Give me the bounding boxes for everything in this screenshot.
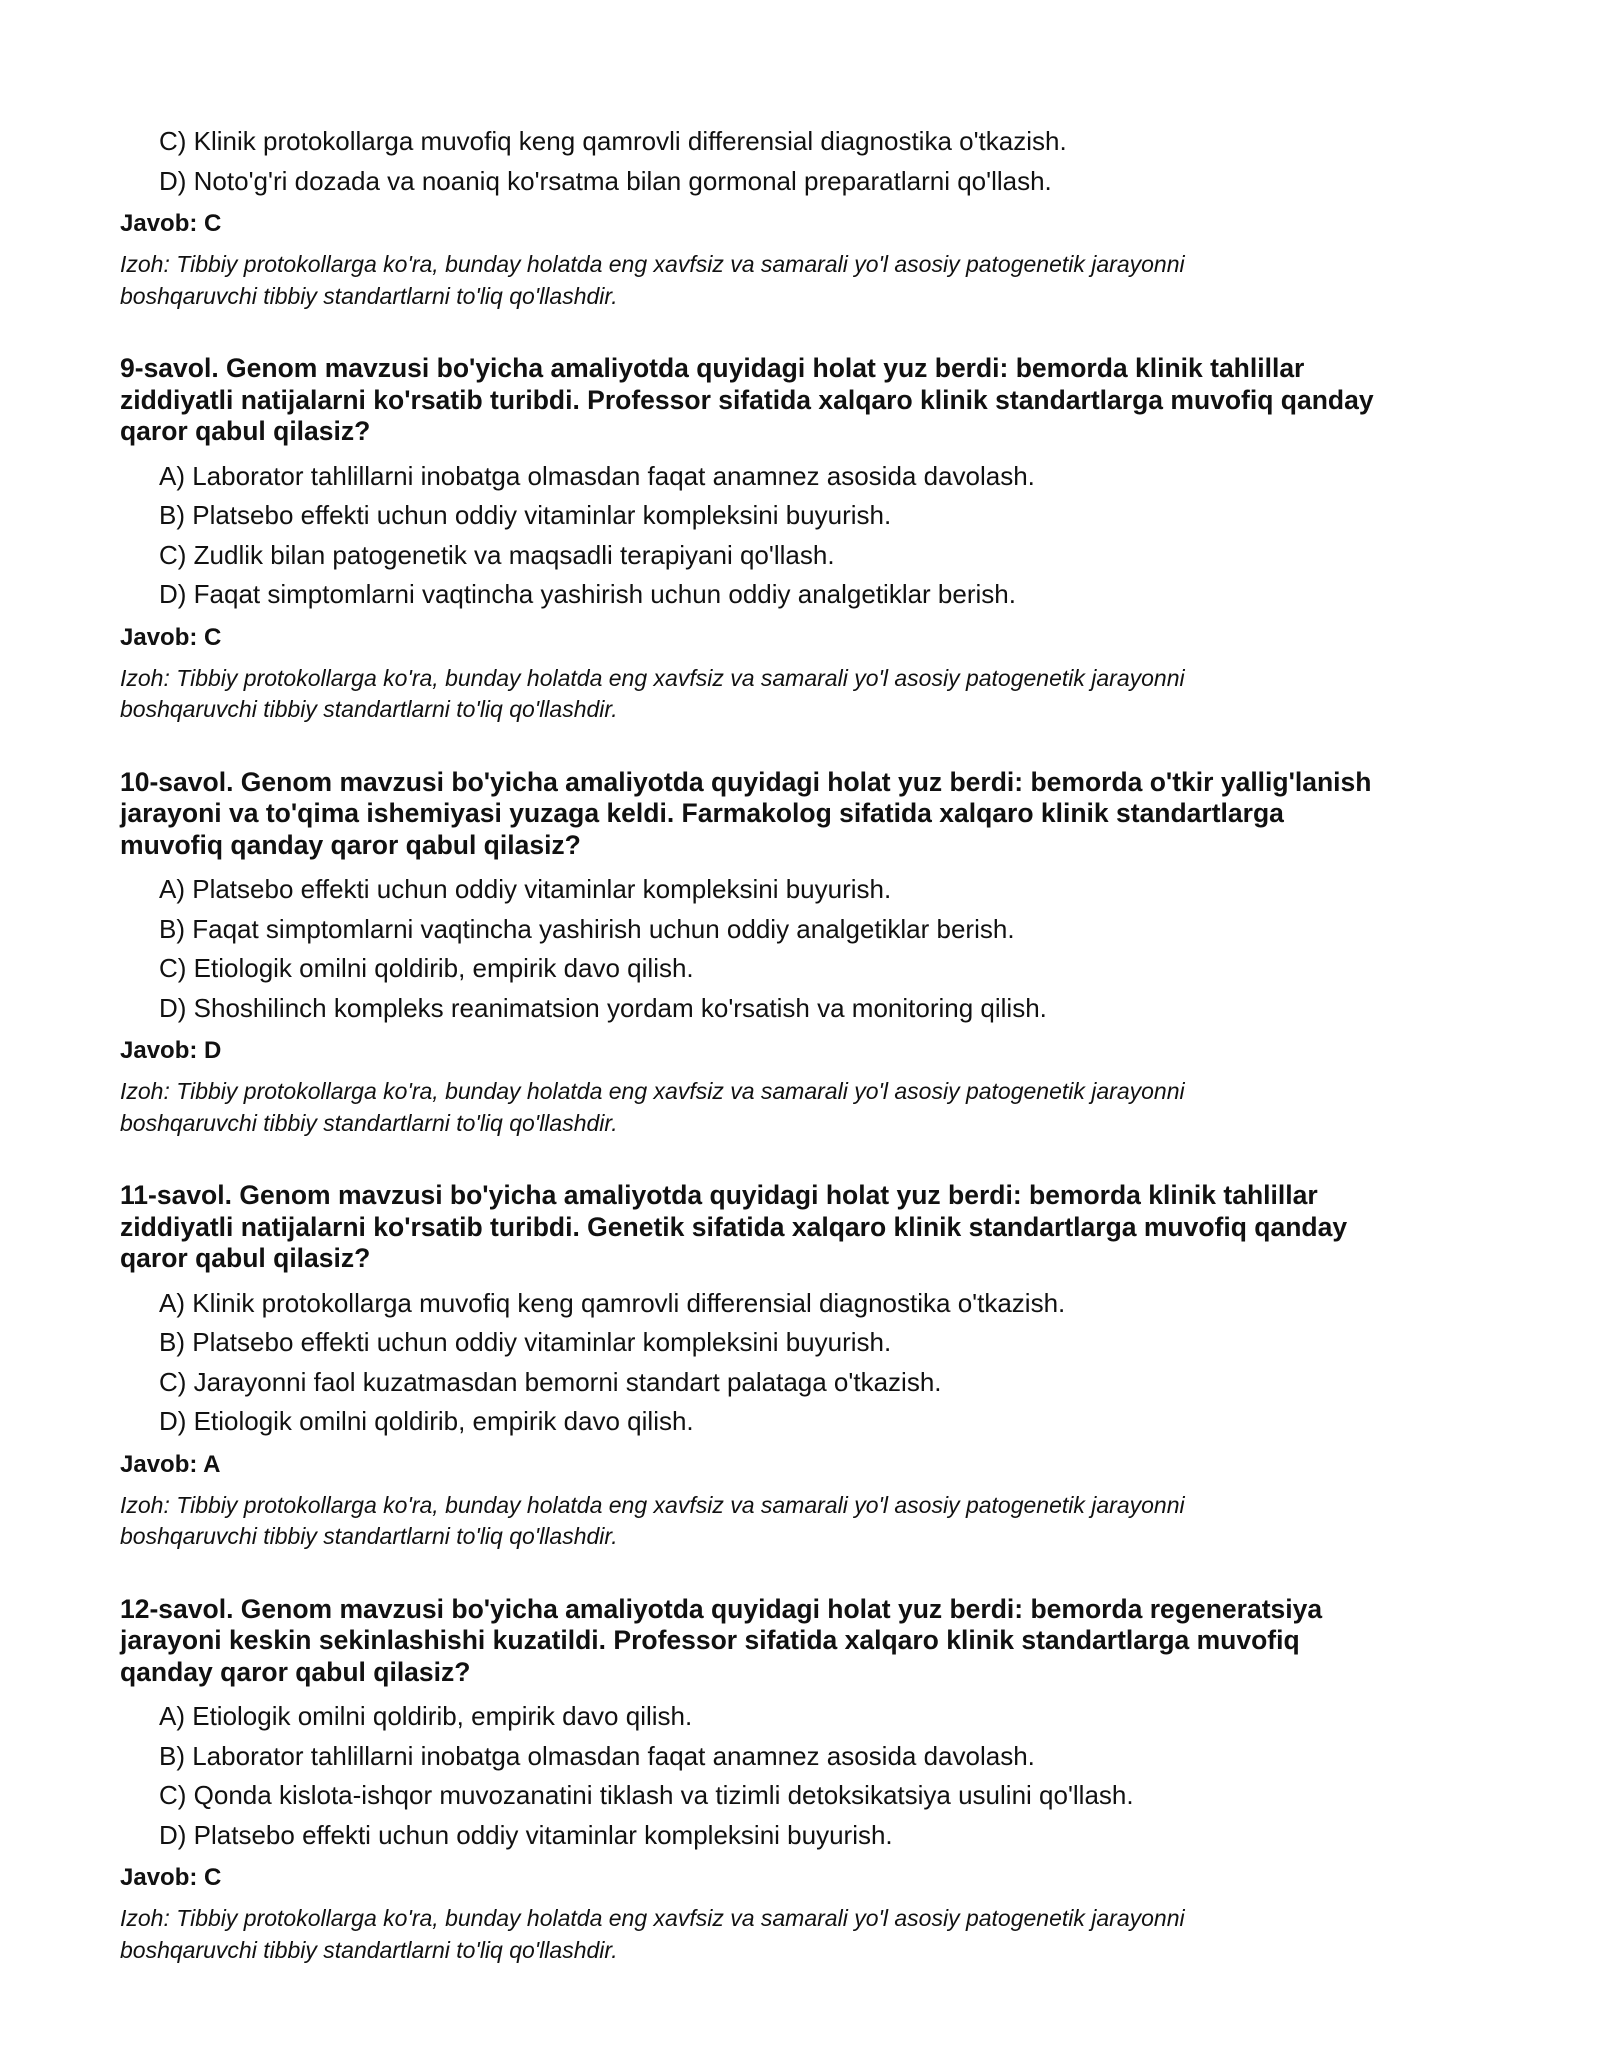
question-line: ziddiyatli natijalarni ko'rsatib turibdi. Professor sifatida xalqaro klinik standartlarga muvofiq qanday [120, 384, 1374, 415]
answer-key: Javob: C [120, 210, 222, 237]
answer-option: D) Faqat simptomlarni vaqtincha yashirish uchun oddiy analgetiklar berish. [159, 579, 1016, 609]
answer-option: C) Klinik protokollarga muvofiq keng qamrovli differensial diagnostika o'tkazish. [159, 126, 1067, 156]
answer-option: C) Etiologik omilni qoldirib, empirik davo qilish. [159, 953, 694, 983]
question-line: 11-savol. Genom mavzusi bo'yicha amaliyotda quyidagi holat yuz berdi: bemorda klinik tahlillar [120, 1180, 1318, 1210]
question-line: 9-savol. Genom mavzusi bo'yicha amaliyotda quyidagi holat yuz berdi: bemorda klinik tahlillar [120, 353, 1305, 383]
answer-options [120, 870, 1500, 1028]
answer-option: A) Platsebo effekti uchun oddiy vitaminlar kompleksini buyurish. [159, 874, 892, 904]
answer-option: D) Platsebo effekti uchun oddiy vitaminlar kompleksini buyurish. [159, 1819, 893, 1850]
answer-key: Javob: D [120, 1037, 222, 1064]
explanation-note [120, 249, 1500, 312]
question-line: ziddiyatli natijalarni ko'rsatib turibdi. Genetik sifatida xalqaro klinik standartlarga muvofiq qanday [120, 1211, 1348, 1242]
question-block-9 [120, 353, 1500, 726]
answer-option: C) Qonda kislota-ishqor muvozanatini tiklash va tizimli detoksikatsiya usulini qo'llash. [159, 1780, 1134, 1810]
question-line: 12-savol. Genom mavzusi bo'yicha amaliyotda quyidagi holat yuz berdi: bemorda regeneratsiya [120, 1593, 1323, 1624]
answer-options [120, 1284, 1500, 1442]
question-line: qanday qaror qabul qilasiz? [120, 1656, 471, 1687]
explanation-note [120, 663, 1500, 726]
explanation-note [120, 1903, 1500, 1966]
question-line: 10-savol. Genom mavzusi bo'yicha amaliyotda quyidagi holat yuz berdi: bemorda o'tkir yallig'lanish [120, 766, 1372, 797]
answer-option: D) Shoshilinch kompleks reanimatsion yordam ko'rsatish va monitoring qilish. [159, 992, 1047, 1023]
answer-option: D) Etiologik omilni qoldirib, empirik davo qilish. [159, 1406, 694, 1436]
explanation-line: Izoh: Tibbiy protokollarga ko'ra, bunday holatda eng xavfsiz va samarali yo'l asosiy patogenetik jarayonni [120, 1905, 1185, 1931]
answer-option: B) Platsebo effekti uchun oddiy vitaminlar kompleksini buyurish. [159, 1327, 892, 1357]
answer-option: D) Noto'g'ri dozada va noaniq ko'rsatma bilan gormonal preparatlarni qo'llash. [159, 165, 1052, 196]
answer-key: Javob: C [120, 1864, 222, 1891]
question-block-10 [120, 767, 1500, 1140]
explanation-line: boshqaruvchi tibbiy standartlarni to'liq qo'llashdir. [120, 1109, 618, 1136]
explanation-line: Izoh: Tibbiy protokollarga ko'ra, bunday holatda eng xavfsiz va samarali yo'l asosiy patogenetik jarayonni [120, 664, 1185, 691]
explanation-line: boshqaruvchi tibbiy standartlarni to'liq qo'llashdir. [120, 1523, 618, 1549]
answer-option: B) Platsebo effekti uchun oddiy vitaminlar kompleksini buyurish. [159, 500, 892, 530]
question-block-11 [120, 1180, 1500, 1553]
answer-option: A) Etiologik omilni qoldirib, empirik davo qilish. [159, 1701, 693, 1731]
explanation-note [120, 1076, 1500, 1139]
question-block-12 [120, 1594, 1500, 1967]
explanation-line: boshqaruvchi tibbiy standartlarni to'liq qo'llashdir. [120, 1936, 618, 1963]
answer-option: B) Laborator tahlillarni inobatga olmasdan faqat anamnez asosida davolash. [159, 1740, 1035, 1771]
answer-option: C) Jarayonni faol kuzatmasdan bemorni standart palataga o'tkazish. [159, 1366, 942, 1397]
answer-option: C) Zudlik bilan patogenetik va maqsadli terapiyani qo'llash. [159, 539, 835, 570]
question-text [120, 767, 1500, 862]
question-line: muvofiq qanday qaror qabul qilasiz? [120, 829, 581, 860]
answer-option: B) Faqat simptomlarni vaqtincha yashirish uchun oddiy analgetiklar berish. [159, 913, 1015, 944]
explanation-line: boshqaruvchi tibbiy standartlarni to'liq qo'llashdir. [120, 696, 618, 722]
question-block-8-continued [120, 122, 1500, 312]
question-text [120, 353, 1500, 448]
question-line: jarayoni keskin sekinlashishi kuzatildi. Professor sifatida xalqaro klinik standartlarga muvofiq [120, 1625, 1300, 1655]
explanation-note [120, 1490, 1500, 1553]
explanation-line: Izoh: Tibbiy protokollarga ko'ra, bunday holatda eng xavfsiz va samarali yo'l asosiy patogenetik jarayonni [120, 1078, 1185, 1104]
question-line: qaror qabul qilasiz? [120, 1243, 371, 1273]
answer-option: A) Laborator tahlillarni inobatga olmasdan faqat anamnez asosida davolash. [159, 460, 1035, 491]
answer-key: Javob: A [120, 1450, 221, 1478]
explanation-line: Izoh: Tibbiy protokollarga ko'ra, bunday holatda eng xavfsiz va samarali yo'l asosiy patogenetik jarayonni [120, 251, 1185, 277]
document-page [120, 122, 1500, 1966]
answer-options [120, 122, 1500, 201]
answer-option: A) Klinik protokollarga muvofiq keng qamrovli differensial diagnostika o'tkazish. [159, 1287, 1066, 1318]
explanation-line: boshqaruvchi tibbiy standartlarni to'liq qo'llashdir. [120, 282, 618, 309]
question-text [120, 1594, 1500, 1689]
answer-options [120, 1697, 1500, 1855]
question-line: jarayoni va to'qima ishemiyasi yuzaga keldi. Farmakolog sifatida xalqaro klinik standartlarga [120, 798, 1284, 828]
answer-options [120, 457, 1500, 615]
answer-key: Javob: C [120, 623, 222, 651]
question-text [120, 1180, 1500, 1275]
explanation-line: Izoh: Tibbiy protokollarga ko'ra, bunday holatda eng xavfsiz va samarali yo'l asosiy patogenetik jarayonni [120, 1491, 1185, 1518]
question-line: qaror qabul qilasiz? [120, 416, 371, 446]
